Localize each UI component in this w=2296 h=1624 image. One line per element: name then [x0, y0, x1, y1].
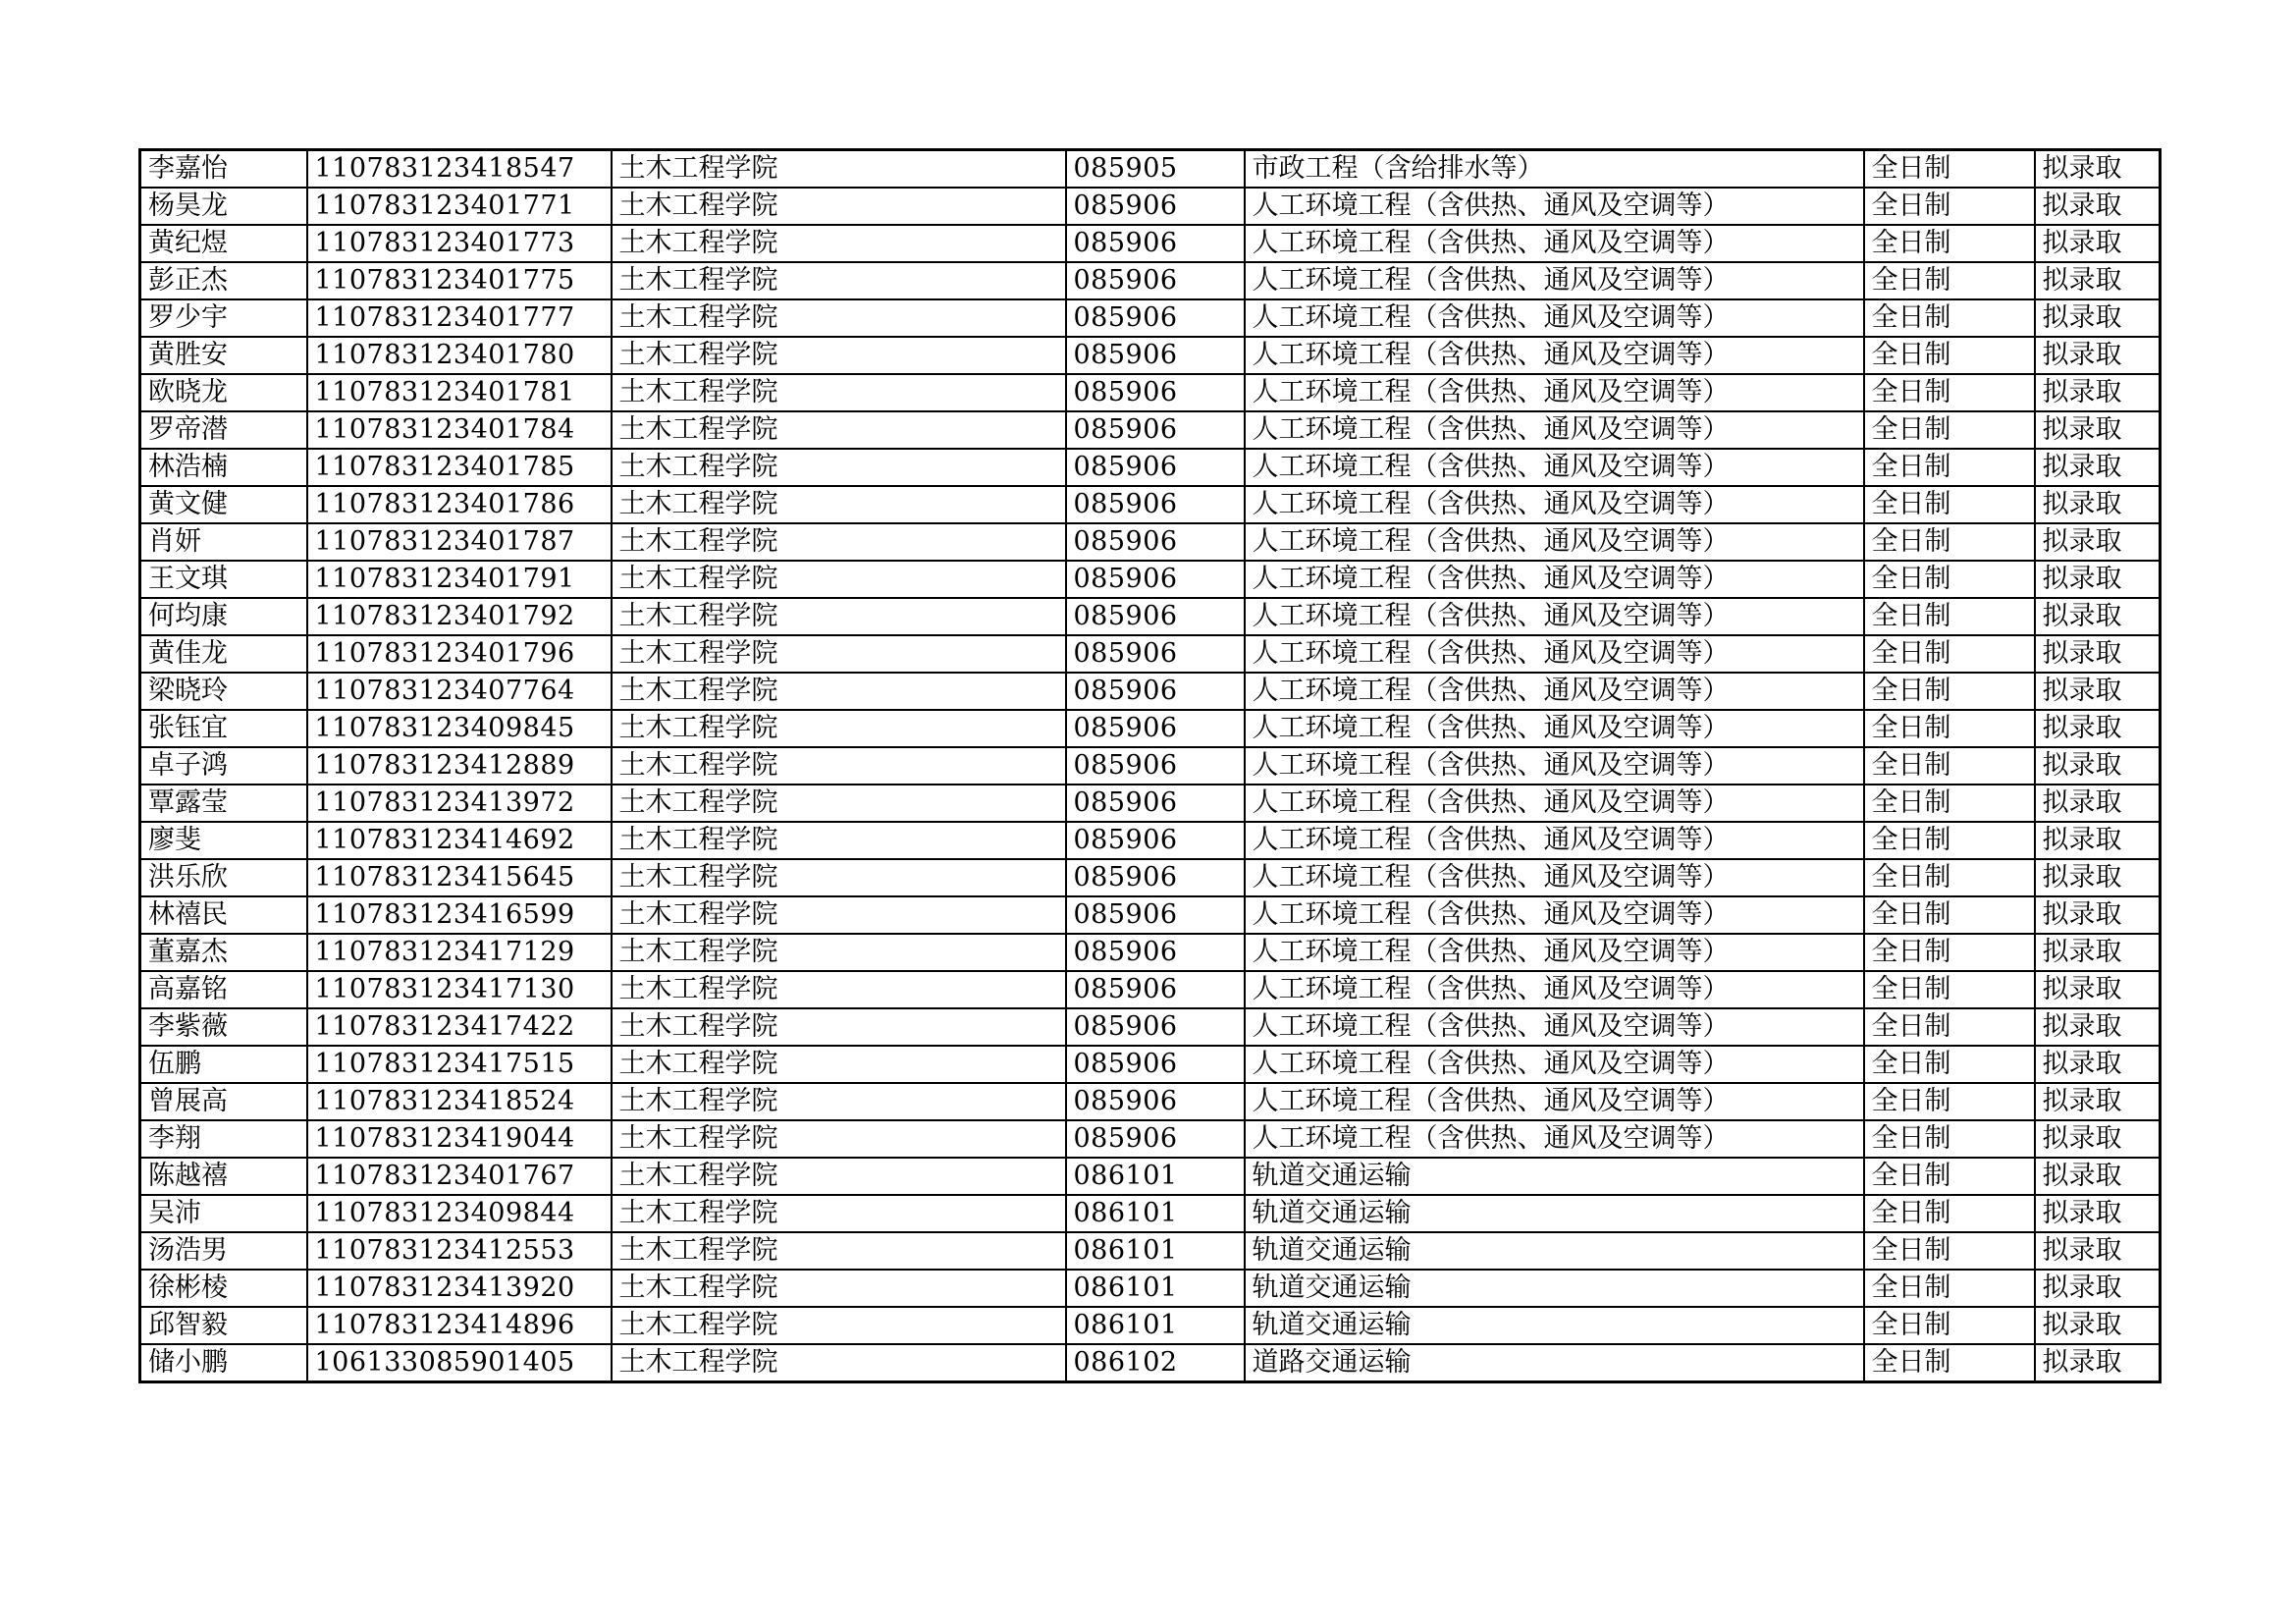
exam-id-cell: 110783123401786	[307, 486, 612, 523]
major-name-cell: 人工环境工程（含供热、通风及空调等）	[1245, 449, 1864, 486]
student-name-cell: 黄文健	[140, 486, 307, 523]
major-name-cell: 人工环境工程（含供热、通风及空调等）	[1245, 561, 1864, 598]
major-code-cell: 085906	[1066, 747, 1245, 785]
major-name-cell: 人工环境工程（含供热、通风及空调等）	[1245, 1083, 1864, 1120]
admission-status-cell: 拟录取	[2035, 710, 2161, 747]
school-cell: 土木工程学院	[612, 449, 1066, 486]
school-cell: 土木工程学院	[612, 411, 1066, 449]
admission-status-cell: 拟录取	[2035, 1195, 2161, 1232]
exam-id-cell: 110783123401791	[307, 561, 612, 598]
admission-status-cell: 拟录取	[2035, 1307, 2161, 1344]
major-name-cell: 人工环境工程（含供热、通风及空调等）	[1245, 710, 1864, 747]
study-mode-cell: 全日制	[1864, 710, 2035, 747]
school-cell: 土木工程学院	[612, 896, 1066, 934]
student-name-cell: 李紫薇	[140, 1008, 307, 1046]
student-name-cell: 储小鹏	[140, 1344, 307, 1382]
table-row	[140, 934, 2161, 971]
study-mode-cell: 全日制	[1864, 523, 2035, 561]
exam-id-cell: 110783123401771	[307, 188, 612, 225]
study-mode-cell: 全日制	[1864, 747, 2035, 785]
student-name-cell: 董嘉杰	[140, 934, 307, 971]
admission-status-cell: 拟录取	[2035, 1008, 2161, 1046]
school-cell: 土木工程学院	[612, 710, 1066, 747]
major-code-cell: 085906	[1066, 1120, 1245, 1158]
school-cell: 土木工程学院	[612, 822, 1066, 859]
school-cell: 土木工程学院	[612, 934, 1066, 971]
exam-id-cell: 110783123401781	[307, 374, 612, 411]
exam-id-cell: 110783123418547	[307, 150, 612, 189]
exam-id-cell: 110783123407764	[307, 673, 612, 710]
major-name-cell: 人工环境工程（含供热、通风及空调等）	[1245, 262, 1864, 299]
major-code-cell: 085906	[1066, 896, 1245, 934]
school-cell: 土木工程学院	[612, 1083, 1066, 1120]
exam-id-cell: 110783123401792	[307, 598, 612, 635]
school-cell: 土木工程学院	[612, 1270, 1066, 1307]
major-name-cell: 人工环境工程（含供热、通风及空调等）	[1245, 1008, 1864, 1046]
major-code-cell: 085906	[1066, 523, 1245, 561]
admission-status-cell: 拟录取	[2035, 1158, 2161, 1195]
exam-id-cell: 110783123409844	[307, 1195, 612, 1232]
student-name-cell: 李嘉怡	[140, 150, 307, 189]
student-name-cell: 汤浩男	[140, 1232, 307, 1270]
student-name-cell: 张钰宜	[140, 710, 307, 747]
table-row	[140, 411, 2161, 449]
major-code-cell: 085906	[1066, 971, 1245, 1008]
major-name-cell: 人工环境工程（含供热、通风及空调等）	[1245, 411, 1864, 449]
major-code-cell: 085906	[1066, 188, 1245, 225]
admission-status-cell: 拟录取	[2035, 150, 2161, 189]
major-name-cell: 人工环境工程（含供热、通风及空调等）	[1245, 486, 1864, 523]
student-name-cell: 杨昊龙	[140, 188, 307, 225]
study-mode-cell: 全日制	[1864, 1195, 2035, 1232]
school-cell: 土木工程学院	[612, 337, 1066, 374]
student-name-cell: 高嘉铭	[140, 971, 307, 1008]
admission-status-cell: 拟录取	[2035, 188, 2161, 225]
table-row	[140, 1307, 2161, 1344]
major-code-cell: 085906	[1066, 934, 1245, 971]
school-cell: 土木工程学院	[612, 523, 1066, 561]
table-row	[140, 1120, 2161, 1158]
exam-id-cell: 106133085901405	[307, 1344, 612, 1382]
major-code-cell: 086101	[1066, 1158, 1245, 1195]
major-name-cell: 人工环境工程（含供热、通风及空调等）	[1245, 673, 1864, 710]
table-row	[140, 896, 2161, 934]
major-code-cell: 085906	[1066, 374, 1245, 411]
student-name-cell: 王文琪	[140, 561, 307, 598]
student-name-cell: 伍鹏	[140, 1046, 307, 1083]
school-cell: 土木工程学院	[612, 1232, 1066, 1270]
admission-status-cell: 拟录取	[2035, 635, 2161, 673]
table-row	[140, 635, 2161, 673]
exam-id-cell: 110783123401775	[307, 262, 612, 299]
major-code-cell: 086101	[1066, 1270, 1245, 1307]
exam-id-cell: 110783123419044	[307, 1120, 612, 1158]
study-mode-cell: 全日制	[1864, 150, 2035, 189]
admission-status-cell: 拟录取	[2035, 411, 2161, 449]
table-row	[140, 598, 2161, 635]
major-name-cell: 人工环境工程（含供热、通风及空调等）	[1245, 896, 1864, 934]
exam-id-cell: 110783123417129	[307, 934, 612, 971]
admission-status-cell: 拟录取	[2035, 673, 2161, 710]
major-name-cell: 道路交通运输	[1245, 1344, 1864, 1382]
exam-id-cell: 110783123414896	[307, 1307, 612, 1344]
table-row	[140, 1008, 2161, 1046]
student-name-cell: 林浩楠	[140, 449, 307, 486]
admission-status-cell: 拟录取	[2035, 1120, 2161, 1158]
school-cell: 土木工程学院	[612, 1307, 1066, 1344]
school-cell: 土木工程学院	[612, 1046, 1066, 1083]
exam-id-cell: 110783123401777	[307, 299, 612, 337]
table-row	[140, 1046, 2161, 1083]
school-cell: 土木工程学院	[612, 374, 1066, 411]
exam-id-cell: 110783123415645	[307, 859, 612, 896]
table-row	[140, 299, 2161, 337]
major-code-cell: 085906	[1066, 822, 1245, 859]
admission-status-cell: 拟录取	[2035, 299, 2161, 337]
exam-id-cell: 110783123401785	[307, 449, 612, 486]
major-code-cell: 085906	[1066, 598, 1245, 635]
admission-status-cell: 拟录取	[2035, 896, 2161, 934]
study-mode-cell: 全日制	[1864, 449, 2035, 486]
table-row	[140, 1232, 2161, 1270]
admission-status-cell: 拟录取	[2035, 1046, 2161, 1083]
major-name-cell: 人工环境工程（含供热、通风及空调等）	[1245, 934, 1864, 971]
exam-id-cell: 110783123412889	[307, 747, 612, 785]
admission-status-cell: 拟录取	[2035, 449, 2161, 486]
major-name-cell: 人工环境工程（含供热、通风及空调等）	[1245, 374, 1864, 411]
admission-status-cell: 拟录取	[2035, 822, 2161, 859]
major-name-cell: 人工环境工程（含供热、通风及空调等）	[1245, 337, 1864, 374]
major-code-cell: 085906	[1066, 1046, 1245, 1083]
exam-id-cell: 110783123413920	[307, 1270, 612, 1307]
major-name-cell: 人工环境工程（含供热、通风及空调等）	[1245, 785, 1864, 822]
study-mode-cell: 全日制	[1864, 262, 2035, 299]
admission-status-cell: 拟录取	[2035, 971, 2161, 1008]
major-name-cell: 人工环境工程（含供热、通风及空调等）	[1245, 1046, 1864, 1083]
major-name-cell: 人工环境工程（含供热、通风及空调等）	[1245, 1120, 1864, 1158]
student-name-cell: 吴沛	[140, 1195, 307, 1232]
school-cell: 土木工程学院	[612, 1344, 1066, 1382]
study-mode-cell: 全日制	[1864, 561, 2035, 598]
exam-id-cell: 110783123417130	[307, 971, 612, 1008]
study-mode-cell: 全日制	[1864, 934, 2035, 971]
admission-status-cell: 拟录取	[2035, 747, 2161, 785]
major-code-cell: 086101	[1066, 1195, 1245, 1232]
major-code-cell: 085905	[1066, 150, 1245, 189]
study-mode-cell: 全日制	[1864, 1120, 2035, 1158]
study-mode-cell: 全日制	[1864, 859, 2035, 896]
major-code-cell: 085906	[1066, 337, 1245, 374]
student-name-cell: 何均康	[140, 598, 307, 635]
table-row	[140, 822, 2161, 859]
table-body	[140, 150, 2161, 1382]
admission-status-cell: 拟录取	[2035, 1344, 2161, 1382]
table-row	[140, 1158, 2161, 1195]
major-name-cell: 人工环境工程（含供热、通风及空调等）	[1245, 822, 1864, 859]
exam-id-cell: 110783123417422	[307, 1008, 612, 1046]
major-name-cell: 人工环境工程（含供热、通风及空调等）	[1245, 188, 1864, 225]
major-code-cell: 086102	[1066, 1344, 1245, 1382]
study-mode-cell: 全日制	[1864, 1008, 2035, 1046]
admission-status-cell: 拟录取	[2035, 598, 2161, 635]
school-cell: 土木工程学院	[612, 785, 1066, 822]
exam-id-cell: 110783123409845	[307, 710, 612, 747]
major-name-cell: 人工环境工程（含供热、通风及空调等）	[1245, 747, 1864, 785]
major-code-cell: 085906	[1066, 710, 1245, 747]
admission-status-cell: 拟录取	[2035, 523, 2161, 561]
school-cell: 土木工程学院	[612, 1120, 1066, 1158]
student-name-cell: 卓子鸿	[140, 747, 307, 785]
major-code-cell: 085906	[1066, 299, 1245, 337]
student-name-cell: 黄佳龙	[140, 635, 307, 673]
table-row	[140, 1195, 2161, 1232]
major-name-cell: 人工环境工程（含供热、通风及空调等）	[1245, 971, 1864, 1008]
exam-id-cell: 110783123401784	[307, 411, 612, 449]
school-cell: 土木工程学院	[612, 1195, 1066, 1232]
study-mode-cell: 全日制	[1864, 1307, 2035, 1344]
major-name-cell: 轨道交通运输	[1245, 1195, 1864, 1232]
major-code-cell: 085906	[1066, 262, 1245, 299]
major-code-cell: 085906	[1066, 561, 1245, 598]
admission-status-cell: 拟录取	[2035, 262, 2161, 299]
admission-status-cell: 拟录取	[2035, 1083, 2161, 1120]
student-name-cell: 彭正杰	[140, 262, 307, 299]
exam-id-cell: 110783123412553	[307, 1232, 612, 1270]
major-name-cell: 轨道交通运输	[1245, 1158, 1864, 1195]
exam-id-cell: 110783123401773	[307, 225, 612, 262]
table-row	[140, 561, 2161, 598]
table-row	[140, 747, 2161, 785]
major-code-cell: 085906	[1066, 411, 1245, 449]
table-row	[140, 859, 2161, 896]
major-code-cell: 085906	[1066, 449, 1245, 486]
table-row	[140, 523, 2161, 561]
major-name-cell: 人工环境工程（含供热、通风及空调等）	[1245, 523, 1864, 561]
student-name-cell: 洪乐欣	[140, 859, 307, 896]
student-name-cell: 陈越禧	[140, 1158, 307, 1195]
study-mode-cell: 全日制	[1864, 486, 2035, 523]
major-code-cell: 085906	[1066, 859, 1245, 896]
student-name-cell: 罗帝潜	[140, 411, 307, 449]
study-mode-cell: 全日制	[1864, 188, 2035, 225]
admission-status-cell: 拟录取	[2035, 934, 2161, 971]
admission-status-cell: 拟录取	[2035, 486, 2161, 523]
study-mode-cell: 全日制	[1864, 971, 2035, 1008]
major-name-cell: 轨道交通运输	[1245, 1270, 1864, 1307]
study-mode-cell: 全日制	[1864, 673, 2035, 710]
study-mode-cell: 全日制	[1864, 1083, 2035, 1120]
admission-status-cell: 拟录取	[2035, 337, 2161, 374]
major-code-cell: 085906	[1066, 785, 1245, 822]
major-code-cell: 086101	[1066, 1307, 1245, 1344]
table-row	[140, 1270, 2161, 1307]
major-name-cell: 轨道交通运输	[1245, 1307, 1864, 1344]
admission-status-cell: 拟录取	[2035, 561, 2161, 598]
school-cell: 土木工程学院	[612, 486, 1066, 523]
major-name-cell: 人工环境工程（含供热、通风及空调等）	[1245, 635, 1864, 673]
study-mode-cell: 全日制	[1864, 299, 2035, 337]
study-mode-cell: 全日制	[1864, 1232, 2035, 1270]
table-row	[140, 1083, 2161, 1120]
major-code-cell: 085906	[1066, 486, 1245, 523]
study-mode-cell: 全日制	[1864, 411, 2035, 449]
school-cell: 土木工程学院	[612, 635, 1066, 673]
student-name-cell: 罗少宇	[140, 299, 307, 337]
school-cell: 土木工程学院	[612, 747, 1066, 785]
school-cell: 土木工程学院	[612, 673, 1066, 710]
school-cell: 土木工程学院	[612, 859, 1066, 896]
student-name-cell: 肖妍	[140, 523, 307, 561]
study-mode-cell: 全日制	[1864, 1270, 2035, 1307]
major-name-cell: 市政工程（含给排水等）	[1245, 150, 1864, 189]
exam-id-cell: 110783123401787	[307, 523, 612, 561]
admission-status-cell: 拟录取	[2035, 225, 2161, 262]
student-name-cell: 曾展高	[140, 1083, 307, 1120]
table-row	[140, 225, 2161, 262]
study-mode-cell: 全日制	[1864, 1344, 2035, 1382]
student-name-cell: 廖斐	[140, 822, 307, 859]
major-code-cell: 086101	[1066, 1232, 1245, 1270]
exam-id-cell: 110783123401796	[307, 635, 612, 673]
school-cell: 土木工程学院	[612, 299, 1066, 337]
student-name-cell: 黄胜安	[140, 337, 307, 374]
admission-status-cell: 拟录取	[2035, 785, 2161, 822]
table-row	[140, 785, 2161, 822]
school-cell: 土木工程学院	[612, 1008, 1066, 1046]
major-name-cell: 人工环境工程（含供热、通风及空调等）	[1245, 859, 1864, 896]
table-row	[140, 449, 2161, 486]
table-row	[140, 188, 2161, 225]
school-cell: 土木工程学院	[612, 561, 1066, 598]
table-row	[140, 710, 2161, 747]
school-cell: 土木工程学院	[612, 1158, 1066, 1195]
table-row	[140, 971, 2161, 1008]
exam-id-cell: 110783123401767	[307, 1158, 612, 1195]
student-name-cell: 欧晓龙	[140, 374, 307, 411]
study-mode-cell: 全日制	[1864, 822, 2035, 859]
student-name-cell: 林禧民	[140, 896, 307, 934]
exam-id-cell: 110783123413972	[307, 785, 612, 822]
student-name-cell: 徐彬棱	[140, 1270, 307, 1307]
school-cell: 土木工程学院	[612, 971, 1066, 1008]
table-row	[140, 1344, 2161, 1382]
study-mode-cell: 全日制	[1864, 374, 2035, 411]
major-name-cell: 人工环境工程（含供热、通风及空调等）	[1245, 299, 1864, 337]
table-row	[140, 337, 2161, 374]
table-row	[140, 374, 2161, 411]
major-code-cell: 085906	[1066, 225, 1245, 262]
school-cell: 土木工程学院	[612, 262, 1066, 299]
major-name-cell: 轨道交通运输	[1245, 1232, 1864, 1270]
admission-status-cell: 拟录取	[2035, 859, 2161, 896]
major-code-cell: 085906	[1066, 673, 1245, 710]
exam-id-cell: 110783123401780	[307, 337, 612, 374]
admission-table	[138, 148, 2162, 1383]
admission-status-cell: 拟录取	[2035, 374, 2161, 411]
table-row	[140, 673, 2161, 710]
study-mode-cell: 全日制	[1864, 225, 2035, 262]
school-cell: 土木工程学院	[612, 598, 1066, 635]
student-name-cell: 覃露莹	[140, 785, 307, 822]
school-cell: 土木工程学院	[612, 188, 1066, 225]
student-name-cell: 黄纪煜	[140, 225, 307, 262]
student-name-cell: 李翔	[140, 1120, 307, 1158]
student-name-cell: 梁晓玲	[140, 673, 307, 710]
major-code-cell: 085906	[1066, 635, 1245, 673]
study-mode-cell: 全日制	[1864, 1046, 2035, 1083]
study-mode-cell: 全日制	[1864, 1158, 2035, 1195]
exam-id-cell: 110783123416599	[307, 896, 612, 934]
admission-status-cell: 拟录取	[2035, 1232, 2161, 1270]
table-row	[140, 262, 2161, 299]
study-mode-cell: 全日制	[1864, 785, 2035, 822]
study-mode-cell: 全日制	[1864, 337, 2035, 374]
study-mode-cell: 全日制	[1864, 635, 2035, 673]
student-name-cell: 邱智毅	[140, 1307, 307, 1344]
major-code-cell: 085906	[1066, 1008, 1245, 1046]
table-row	[140, 486, 2161, 523]
major-name-cell: 人工环境工程（含供热、通风及空调等）	[1245, 598, 1864, 635]
exam-id-cell: 110783123417515	[307, 1046, 612, 1083]
school-cell: 土木工程学院	[612, 225, 1066, 262]
admission-status-cell: 拟录取	[2035, 1270, 2161, 1307]
exam-id-cell: 110783123418524	[307, 1083, 612, 1120]
major-code-cell: 085906	[1066, 1083, 1245, 1120]
study-mode-cell: 全日制	[1864, 598, 2035, 635]
school-cell: 土木工程学院	[612, 150, 1066, 189]
major-name-cell: 人工环境工程（含供热、通风及空调等）	[1245, 225, 1864, 262]
exam-id-cell: 110783123414692	[307, 822, 612, 859]
study-mode-cell: 全日制	[1864, 896, 2035, 934]
table-row	[140, 150, 2161, 189]
